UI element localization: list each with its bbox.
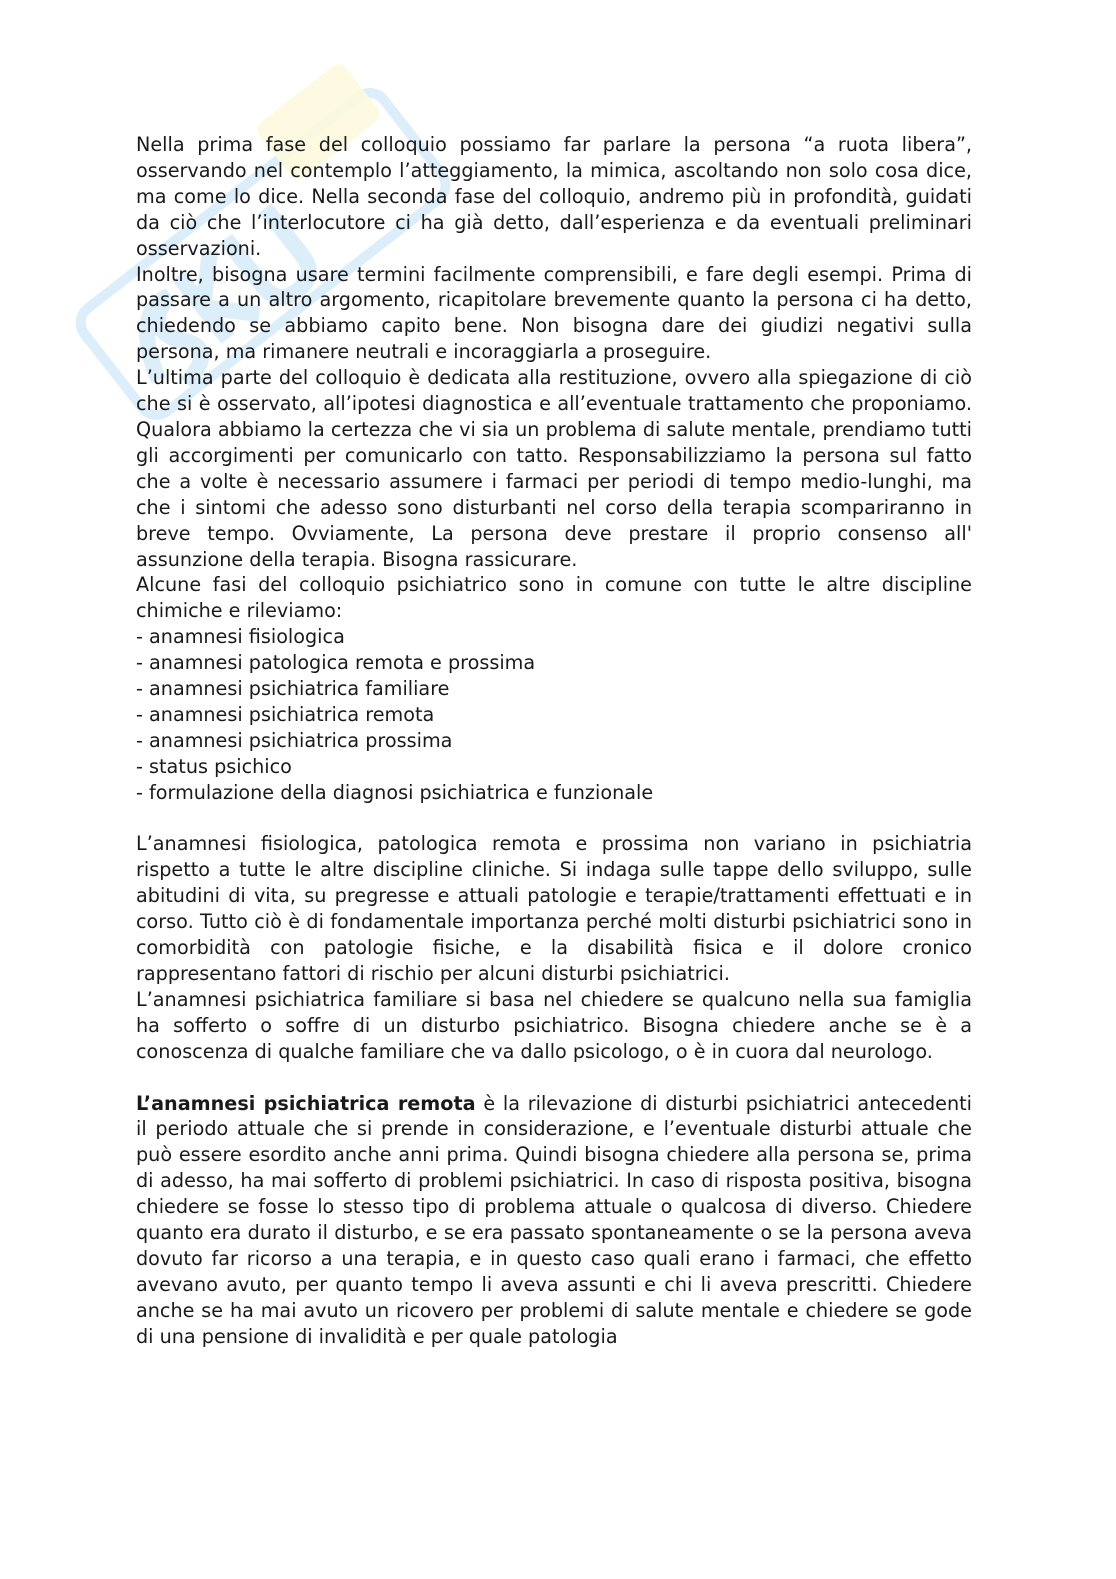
paragraph-family-history: L’anamnesi psichiatrica familiare si basa nel chiedere se qualcuno nella sua famiglia ha sofferto o soffre di un disturbo psichiatrico. Bisogna chiedere anche se è a conoscenza di qualche familiare che va dallo psicologo, o è in cuora dal neurologo. — [136, 987, 972, 1063]
paragraph-restitution: L’ultima parte del colloquio è dedicata alla restituzione, ovvero alla spiegazione di ciò che si è osservato, all’ipotesi diagnostica e all’eventuale trattamento che proponiamo. Qualora abbiamo la certezza che vi sia un problema di salute mentale, prendiamo tutti gli accorgimenti per comunicarlo con tatto. Responsabilizziamo la persona sul fatto che a volte è necessario assumere i farmaci per periodi di tempo medio-lunghi, ma che i sintomi che adesso sono disturbanti nel corso della terapia scompariranno in breve tempo. Ovviamente, La persona deve prestare il proprio consenso all' assunzione della terapia. Bisogna rassicurare. — [136, 366, 972, 571]
paragraph-physiological-history: L’anamnesi fisiologica, patologica remota e prossima non variano in psichiatria rispetto a tutte le altre discipline cliniche. Si indaga sulle tappe dello sviluppo, sulle abitudini di vita, su pregresse e attuali patologie e terapie/trattamenti effettuati e in corso. Tutto ciò è di fondamentale importanza perché molti disturbi psichiatrici sono in comorbidità con patologie fisiche, e la disabilità fisica e il dolore cronico rappresentano fattori di rischio per alcuni disturbi psichiatrici. — [136, 832, 972, 985]
document-body — [136, 132, 972, 1350]
paragraph-intro: Nella prima fase del colloquio possiamo far parlare la persona “a ruota libera”, osservando nel contemplo l’atteggiamento, la mimica, ascoltando non solo cosa dice, ma come lo dice. Nella seconda fase del colloquio, andremo più in profondità, guidati da ciò che l’interlocutore ci ha già detto, dall’esperienza e da eventuali preliminari osservazioni. — [136, 133, 972, 260]
blank-line — [136, 806, 972, 832]
list-item: - formulazione della diagnosi psichiatrica e funzionale — [136, 780, 654, 804]
list-item: - anamnesi psichiatrica familiare — [136, 677, 450, 701]
remote-history-heading: L’anamnesi psichiatrica remota — [136, 1091, 476, 1115]
paragraph-remote-history — [136, 1091, 972, 1350]
list-item: - anamnesi fisiologica — [136, 625, 345, 649]
blank-line — [136, 1065, 972, 1091]
paragraph-terms: Inoltre, bisogna usare termini facilmente comprensibili, e fare degli esempi. Prima di passare a un altro argomento, ricapitolare brevemente quanto la persona ci ha detto, chiedendo se abbiamo capito bene. Non bisogna dare dei giudizi negativi sulla persona, ma rimanere neutrali e incoraggiarla a proseguire. — [136, 262, 972, 364]
phase-list — [136, 624, 972, 805]
list-item: - anamnesi psichiatrica remota — [136, 702, 435, 726]
list-item: - status psichico — [136, 754, 292, 778]
list-item: - anamnesi patologica remota e prossima — [136, 651, 536, 675]
list-item: - anamnesi psichiatrica prossima — [136, 728, 453, 752]
paragraph-phases: Alcune fasi del colloquio psichiatrico sono in comune con tutte le altre discipline chimiche e rileviamo: — [136, 573, 972, 623]
remote-history-text: è la rilevazione di disturbi psichiatrici antecedenti il periodo attuale che si prende in considerazione, e l’eventuale disturbi attuale che può essere esordito anche anni prima. Quindi bisogna chiedere alla persona se, prima di adesso, ha mai sofferto di problemi psichiatrici. In caso di risposta positiva, bisogna chiedere se fosse lo stesso tipo di problema attuale o qualcosa di diverso. Chiedere quanto era durato il disturbo, e se era passato spontaneamente o se la persona aveva dovuto far ricorso a una terapia, e in questo caso quali erano i farmaci, che effetto avevano avuto, per quanto tempo li aveva assunti e chi li aveva prescritti. Chiedere anche se ha mai avuto un ricovero per problemi di salute mentale e chiedere se gode di una pensione di invalidità e per quale patologia — [136, 1091, 972, 1348]
